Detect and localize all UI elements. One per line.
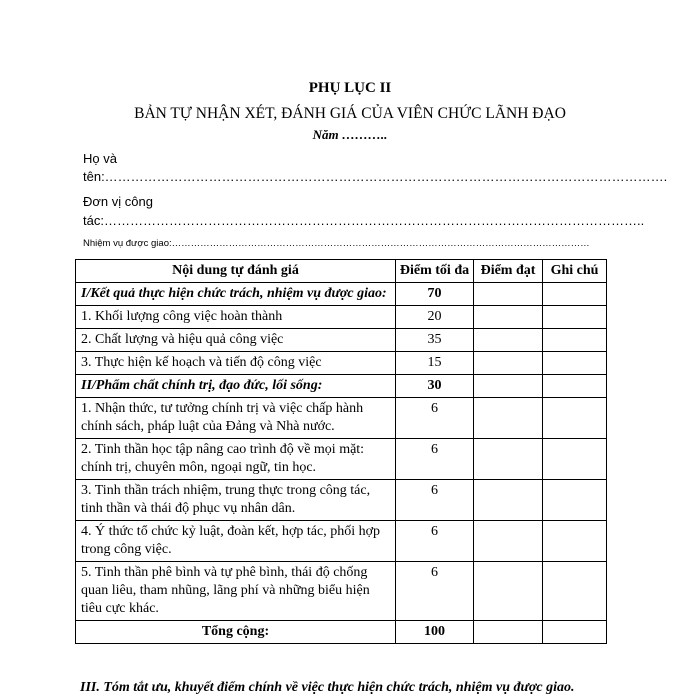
note-cell[interactable] [543, 480, 607, 521]
note-cell[interactable] [543, 375, 607, 398]
achieved-score-cell[interactable] [474, 439, 543, 480]
table-row [76, 352, 607, 375]
achieved-score-cell[interactable] [474, 521, 543, 562]
criterion-cell: 3. Thực hiện kế hoạch và tiến độ công việc [76, 352, 396, 375]
appendix-title: PHỤ LỤC II [308, 80, 392, 96]
table-row [76, 562, 607, 621]
note-cell[interactable] [543, 398, 607, 439]
criterion-cell: 1. Khối lượng công việc hoàn thành [76, 306, 396, 329]
table-row [76, 521, 607, 562]
unit-field-blank[interactable]: tác:…………………………………………………………………………………………………………….. [83, 213, 645, 228]
note-cell[interactable] [543, 283, 607, 306]
max-score-cell: 6 [396, 562, 474, 621]
table-row [76, 480, 607, 521]
max-score-cell: 6 [396, 439, 474, 480]
total-note-cell[interactable] [543, 621, 607, 644]
achieved-score-cell[interactable] [474, 329, 543, 352]
max-score-cell: 30 [396, 375, 474, 398]
max-score-cell: 15 [396, 352, 474, 375]
max-score-cell: 6 [396, 521, 474, 562]
note-cell[interactable] [543, 306, 607, 329]
note-cell[interactable] [543, 439, 607, 480]
total-label: Tổng cộng: [76, 621, 396, 644]
max-score-cell: 70 [396, 283, 474, 306]
name-field-blank[interactable]: tên:…………………………………………………………………………………………………………………. [83, 169, 668, 184]
table-row [76, 439, 607, 480]
table-header-row [76, 260, 607, 283]
name-field-label: Họ và [83, 151, 117, 166]
criterion-cell: 1. Nhận thức, tư tưởng chính trị và việc chấp hành chính sách, pháp luật của Đảng và Nhà nước. [76, 398, 396, 439]
table-row [76, 398, 607, 439]
criterion-cell: 4. Ý thức tổ chức kỷ luật, đoàn kết, hợp tác, phối hợp trong công việc. [76, 521, 396, 562]
table-row [76, 375, 607, 398]
note-cell[interactable] [543, 329, 607, 352]
max-score-cell: 6 [396, 480, 474, 521]
section-2-title: II/Phẩm chất chính trị, đạo đức, lối sống: [76, 375, 396, 398]
criterion-cell: 2. Tinh thần học tập nâng cao trình độ về mọi mặt: chính trị, chuyên môn, ngoại ngữ, tin học. [76, 439, 396, 480]
table-total-row [76, 621, 607, 644]
header-achieved-score: Điểm đạt [474, 260, 543, 283]
achieved-score-cell[interactable] [474, 352, 543, 375]
document-title: BẢN TỰ NHẬN XÉT, ĐÁNH GIÁ CỦA VIÊN CHỨC LÃNH ĐẠO [134, 105, 566, 122]
achieved-score-cell[interactable] [474, 283, 543, 306]
year-line: Năm ……….. [312, 127, 388, 142]
header-content: Nội dung tự đánh giá [76, 260, 396, 283]
table-row [76, 329, 607, 352]
duty-field-blank[interactable]: Nhiệm vụ được giao:…………………………………………………………………………………………………………………… [83, 238, 590, 249]
note-cell[interactable] [543, 562, 607, 621]
criterion-cell: 3. Tinh thần trách nhiệm, trung thực trong công tác, tinh thần và thái độ phục vụ nhân dân. [76, 480, 396, 521]
table-row [76, 283, 607, 306]
note-cell[interactable] [543, 352, 607, 375]
max-score-cell: 6 [396, 398, 474, 439]
achieved-score-cell[interactable] [474, 480, 543, 521]
note-cell[interactable] [543, 521, 607, 562]
evaluation-table [75, 259, 607, 644]
max-score-cell: 20 [396, 306, 474, 329]
total-max-score: 100 [396, 621, 474, 644]
achieved-score-cell[interactable] [474, 398, 543, 439]
section-3-heading: III. Tóm tắt ưu, khuyết điểm chính về việc thực hiện chức trách, nhiệm vụ được giao. [80, 680, 575, 695]
header-note: Ghi chú [543, 260, 607, 283]
header-max-score: Điểm tối đa [396, 260, 474, 283]
total-achieved-cell[interactable] [474, 621, 543, 644]
unit-field-label: Đơn vị công [83, 194, 153, 209]
achieved-score-cell[interactable] [474, 306, 543, 329]
criterion-cell: 2. Chất lượng và hiệu quả công việc [76, 329, 396, 352]
criterion-cell: 5. Tinh thần phê bình và tự phê bình, thái độ chống quan liêu, tham nhũng, lãng phí và những biểu hiện tiêu cực khác. [76, 562, 396, 621]
section-1-title: I/Kết quả thực hiện chức trách, nhiệm vụ được giao: [76, 283, 396, 306]
achieved-score-cell[interactable] [474, 562, 543, 621]
achieved-score-cell[interactable] [474, 375, 543, 398]
table-row [76, 306, 607, 329]
max-score-cell: 35 [396, 329, 474, 352]
